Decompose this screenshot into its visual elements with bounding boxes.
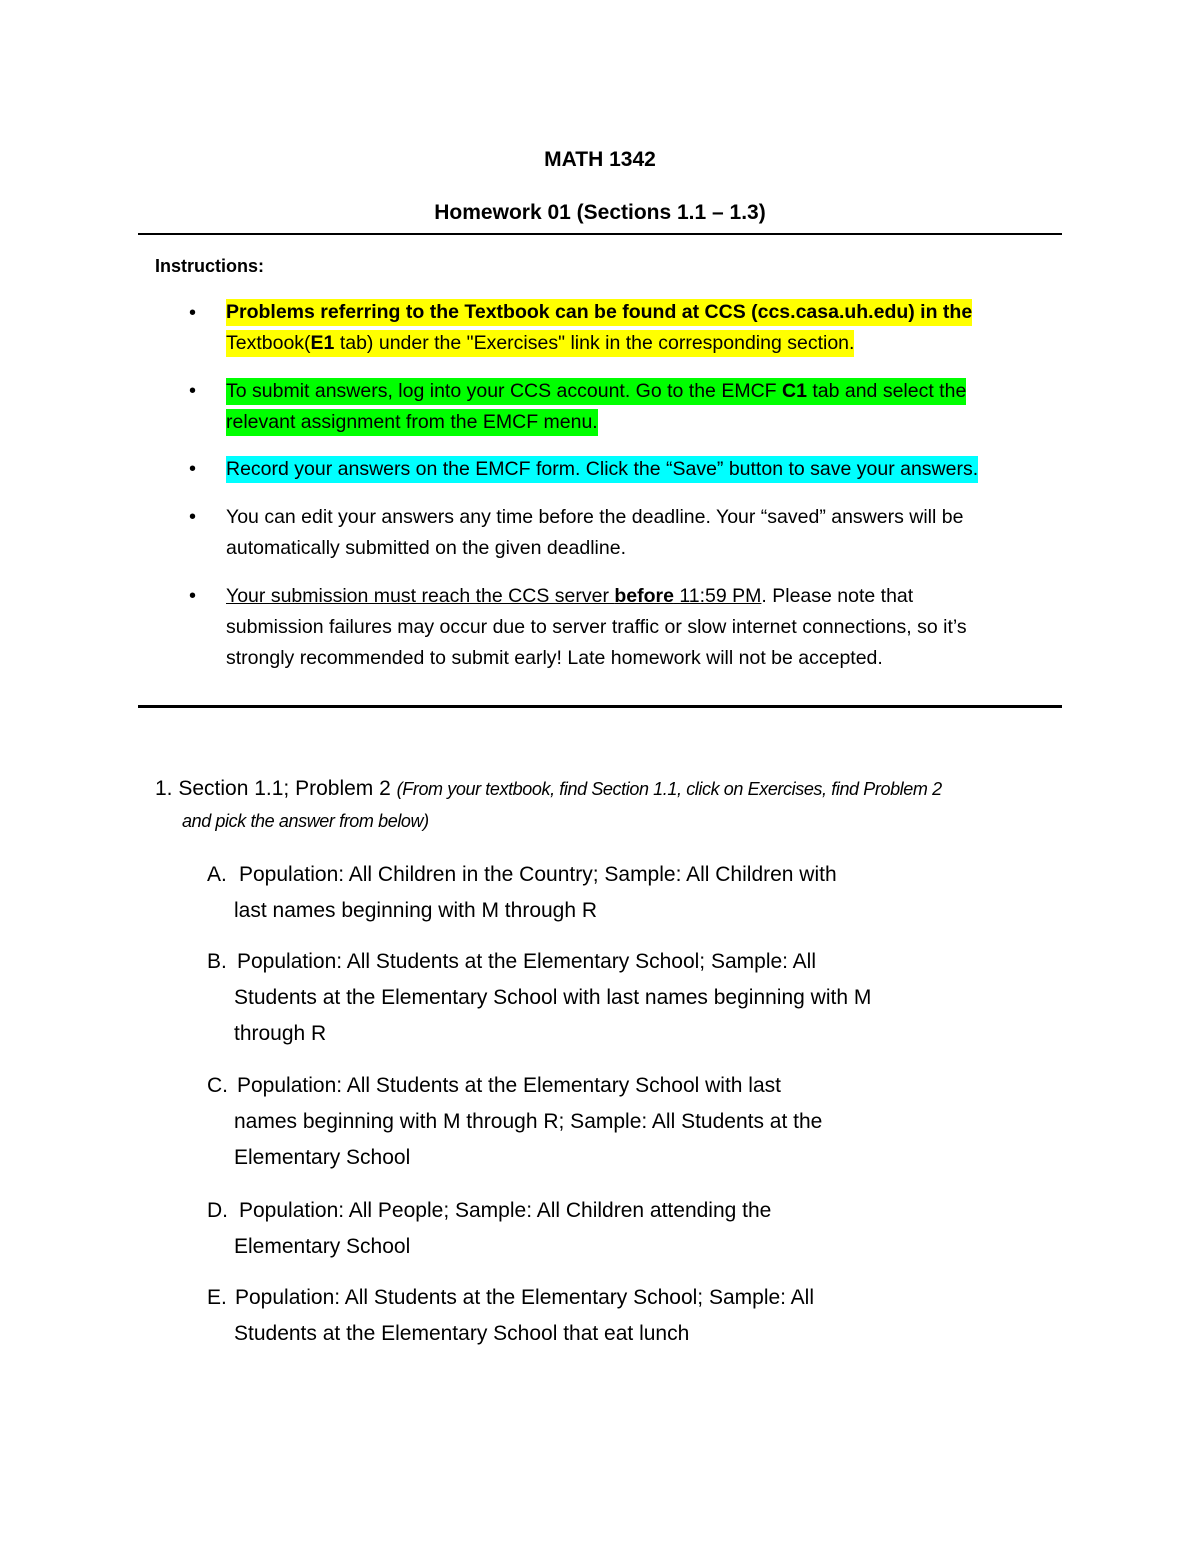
instruction-item-edit-line2: automatically submitted on the given deadline. bbox=[226, 537, 626, 559]
instruction-item-textbook-line2 bbox=[226, 330, 854, 357]
instruction-text: Your submission must reach the CCS server bbox=[226, 585, 615, 607]
option-d-line1: Population: All People; Sample: All Children attending the bbox=[239, 1199, 772, 1222]
question-note-line2: and pick the answer from below) bbox=[182, 811, 429, 831]
instruction-item-deadline-underlined bbox=[226, 585, 761, 607]
instruction-text: tab) under the "Exercises" link in the corresponding section. bbox=[334, 332, 855, 354]
question-number: 1. bbox=[155, 777, 173, 800]
option-e-letter: E. bbox=[207, 1286, 227, 1309]
instruction-item-deadline-line3: strongly recommended to submit early! Late homework will not be accepted. bbox=[226, 647, 883, 669]
option-e bbox=[234, 1280, 1024, 1352]
instruction-text-bold: E1 bbox=[310, 332, 335, 354]
instruction-text: tab and select the bbox=[806, 380, 967, 402]
instruction-item-record bbox=[226, 454, 1066, 485]
option-d-line2: Elementary School bbox=[234, 1235, 411, 1258]
homework-title: Homework 01 (Sections 1.1 – 1.3) bbox=[434, 201, 766, 224]
course-title: MATH 1342 bbox=[544, 148, 656, 171]
instructions-label: Instructions: bbox=[155, 256, 265, 276]
option-a bbox=[234, 857, 1024, 929]
bullet-icon: • bbox=[189, 585, 197, 607]
instruction-text: Textbook( bbox=[226, 332, 311, 354]
option-d bbox=[234, 1193, 1024, 1265]
instruction-text: To submit answers, log into your CCS account. Go to the EMCF bbox=[226, 380, 782, 402]
option-b-line3: through R bbox=[234, 1022, 327, 1045]
option-b-letter: B. bbox=[207, 950, 227, 973]
option-b bbox=[234, 944, 1024, 1052]
instruction-text-bold: C1 bbox=[781, 380, 807, 402]
question-title: Section 1.1; Problem 2 bbox=[178, 777, 391, 800]
option-a-line2: last names beginning with M through R bbox=[234, 899, 598, 922]
header-divider bbox=[138, 233, 1062, 235]
option-b-line1: Population: All Students at the Elementary School; Sample: All bbox=[237, 950, 817, 973]
instruction-item-textbook-line1: Problems referring to the Textbook can be found at CCS (ccs.casa.uh.edu) in the bbox=[226, 299, 972, 326]
instruction-text-bold: before bbox=[614, 585, 674, 607]
option-e-line2: Students at the Elementary School that eat lunch bbox=[234, 1322, 690, 1345]
option-c-line1: Population: All Students at the Elementary School with last bbox=[237, 1074, 781, 1097]
instruction-item-deadline bbox=[226, 581, 1066, 674]
instruction-item-submit-line1 bbox=[226, 378, 966, 405]
instruction-text: 11:59 PM bbox=[673, 585, 762, 607]
option-a-letter: A. bbox=[207, 863, 227, 886]
instruction-item-edit-line1: You can edit your answers any time before the deadline. Your “saved” answers will be bbox=[226, 506, 964, 528]
bullet-icon: • bbox=[189, 380, 197, 402]
question-1 bbox=[155, 772, 1055, 831]
option-c-line3: Elementary School bbox=[234, 1146, 411, 1169]
bullet-icon: • bbox=[189, 458, 197, 480]
question-note-line1: (From your textbook, find Section 1.1, click on Exercises, find Problem 2 bbox=[396, 779, 942, 799]
instruction-item-textbook bbox=[226, 297, 1066, 359]
option-c-letter: C. bbox=[207, 1074, 228, 1097]
instruction-text: . Please note that bbox=[761, 585, 914, 607]
bullet-icon: • bbox=[189, 506, 197, 528]
instruction-item-submit bbox=[226, 376, 1066, 438]
instruction-item-submit-line2: relevant assignment from the EMCF menu. bbox=[226, 409, 598, 436]
option-b-line2: Students at the Elementary School with last names beginning with M bbox=[234, 986, 872, 1009]
option-a-line1: Population: All Children in the Country; Sample: All Children with bbox=[239, 863, 837, 886]
option-c-line2: names beginning with M through R; Sample: All Students at the bbox=[234, 1110, 823, 1133]
instruction-item-deadline-line2: submission failures may occur due to server traffic or slow internet connections, so it’s bbox=[226, 616, 967, 638]
option-c bbox=[234, 1068, 1024, 1176]
instruction-item-record-line1: Record your answers on the EMCF form. Click the “Save” button to save your answers. bbox=[226, 456, 978, 483]
instructions-divider bbox=[138, 705, 1062, 708]
instruction-item-edit bbox=[226, 502, 1066, 564]
bullet-icon: • bbox=[189, 302, 197, 324]
option-e-line1: Population: All Students at the Elementary School; Sample: All bbox=[235, 1286, 815, 1309]
option-d-letter: D. bbox=[207, 1199, 228, 1222]
